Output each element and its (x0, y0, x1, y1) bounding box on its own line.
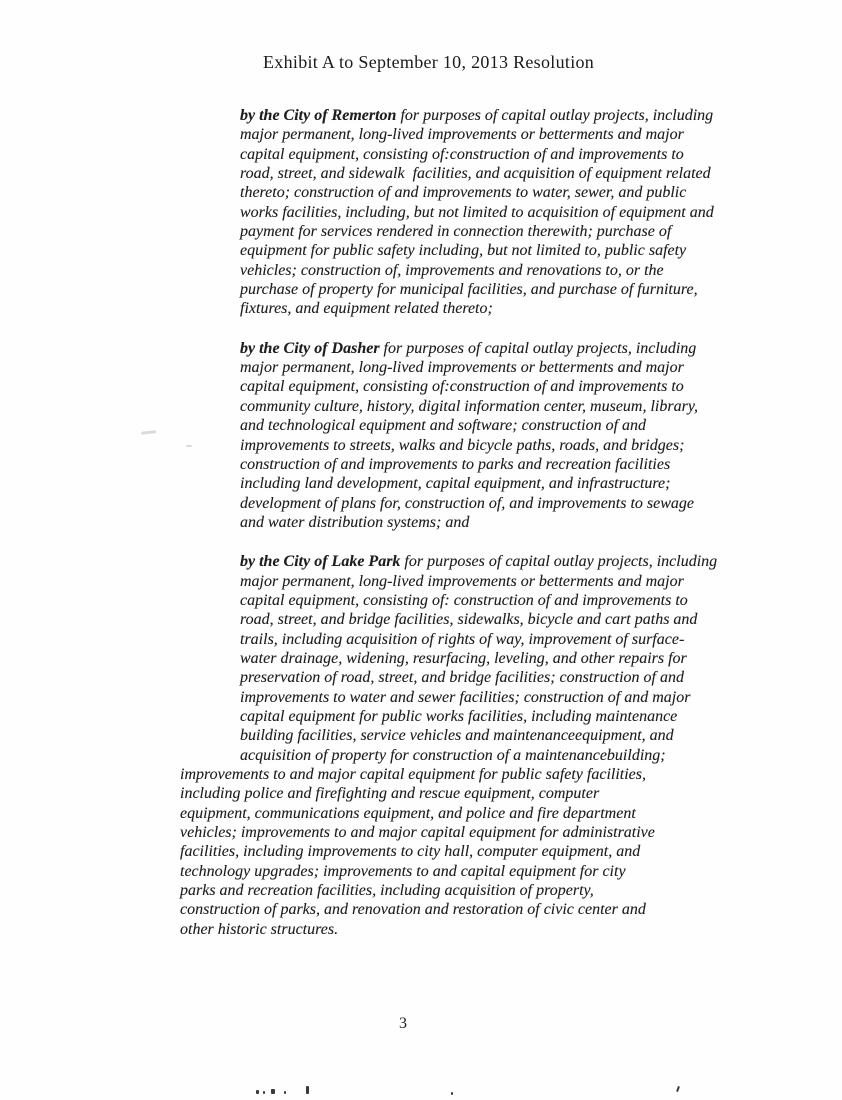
text-line: major permanent, long-lived improvements or betterments and major (240, 126, 684, 144)
text-line: including land development, capital equipment, and infrastructure; (240, 475, 671, 493)
text-line: capital equipment, consisting of:construction of and improvements to (240, 378, 684, 396)
scan-artifact (284, 1091, 286, 1094)
text-line: water drainage, widening, resurfacing, leveling, and other repairs for (240, 649, 687, 667)
text-line: road, street, and bridge facilities, sidewalks, bicycle and cart paths and (240, 611, 698, 629)
page-title: Exhibit A to September 10, 2013 Resolution (263, 52, 595, 72)
text-line: facilities, including improvements to city hall, computer equipment, and (180, 843, 641, 861)
text-line: vehicles; improvements to and major capital equipment for administrative (180, 824, 655, 842)
text-line: technology upgrades; improvements to and capital equipment for city (180, 862, 626, 880)
text-line: equipment for public safety including, but not limited to, public safety (240, 242, 687, 260)
text-line: construction of parks, and renovation and restoration of civic center and (180, 901, 646, 919)
scan-artifact (271, 1089, 275, 1094)
text-line: fixtures, and equipment related thereto; (240, 300, 493, 318)
text-line: preservation of road, street, and bridge facilities; construction of and (240, 669, 684, 687)
text-line: payment for services rendered in connection therewith; purchase of (240, 223, 672, 241)
text-line: and water distribution systems; and (240, 513, 470, 531)
text-line: purchase of property for municipal facilities, and purchase of furniture, (240, 281, 698, 299)
text-line: vehicles; construction of, improvements and renovations to, or the (240, 261, 664, 279)
paragraph-city-of-lake-park (240, 552, 780, 765)
text-line: improvements to and major capital equipment for public safety facilities, (180, 766, 647, 783)
text-line: by the City of Dasher for purposes of capital outlay projects, including (240, 339, 697, 357)
text-line: acquisition of property for construction of a maintenancebuilding; (240, 746, 666, 764)
text-line: improvements to streets, walks and bicycle paths, roads, and bridges; (240, 436, 685, 454)
scan-artifact (451, 1092, 453, 1095)
text-line: building facilities, service vehicles and maintenanceequipment, and (240, 727, 674, 745)
text-line: and technological equipment and software; construction of and (240, 417, 647, 435)
text-line: parks and recreation facilities, including acquisition of property, (180, 882, 594, 900)
text-line: capital equipment for public works facilities, including maintenance (240, 707, 678, 725)
text-line: other historic structures. (180, 920, 339, 938)
text-line: trails, including acquisition of rights of way, improvement of surface- (240, 630, 685, 648)
text-line: capital equipment, consisting of: construction of and improvements to (240, 591, 688, 609)
text-line: equipment, communications equipment, and police and fire department (180, 804, 636, 822)
scan-smudge (141, 430, 156, 435)
text-line: construction of and improvements to parks and recreation facilities (240, 455, 671, 473)
text-line: including police and firefighting and rescue equipment, computer (180, 785, 600, 803)
text-line: road, street, and sidewalk facilities, and acquisition of equipment related (240, 165, 711, 183)
text-line: major permanent, long-lived improvements or betterments and major (240, 359, 684, 377)
text-line: improvements to water and sewer facilities; construction of and major (240, 688, 691, 706)
text-line: thereto; construction of and improvements to water, sewer, and public (240, 184, 687, 202)
document-body (180, 106, 780, 939)
scan-artifact (256, 1090, 259, 1094)
text-line: development of plans for, construction of, and improvements to sewage (240, 494, 695, 512)
text-line: by the City of Lake Park for purposes of capital outlay projects, including (240, 553, 718, 571)
text-line: by the City of Remerton for purposes of capital outlay projects, including (240, 107, 714, 124)
text-line: works facilities, including, but not limited to acquisition of equipment and (240, 203, 714, 221)
scan-artifact (306, 1086, 309, 1094)
paragraph-city-of-dasher (240, 339, 780, 532)
text-line: capital equipment, consisting of:construction of and improvements to (240, 145, 684, 163)
paragraph-city-of-remerton (240, 106, 780, 319)
text-line: major permanent, long-lived improvements or betterments and major (240, 572, 684, 590)
page-number: 3 (399, 1015, 407, 1032)
scan-artifact (263, 1091, 265, 1094)
scan-artifact (676, 1086, 680, 1092)
paragraph-city-of-lake-park-continuation (180, 765, 780, 939)
text-line: community culture, history, digital information center, museum, library, (240, 397, 699, 415)
